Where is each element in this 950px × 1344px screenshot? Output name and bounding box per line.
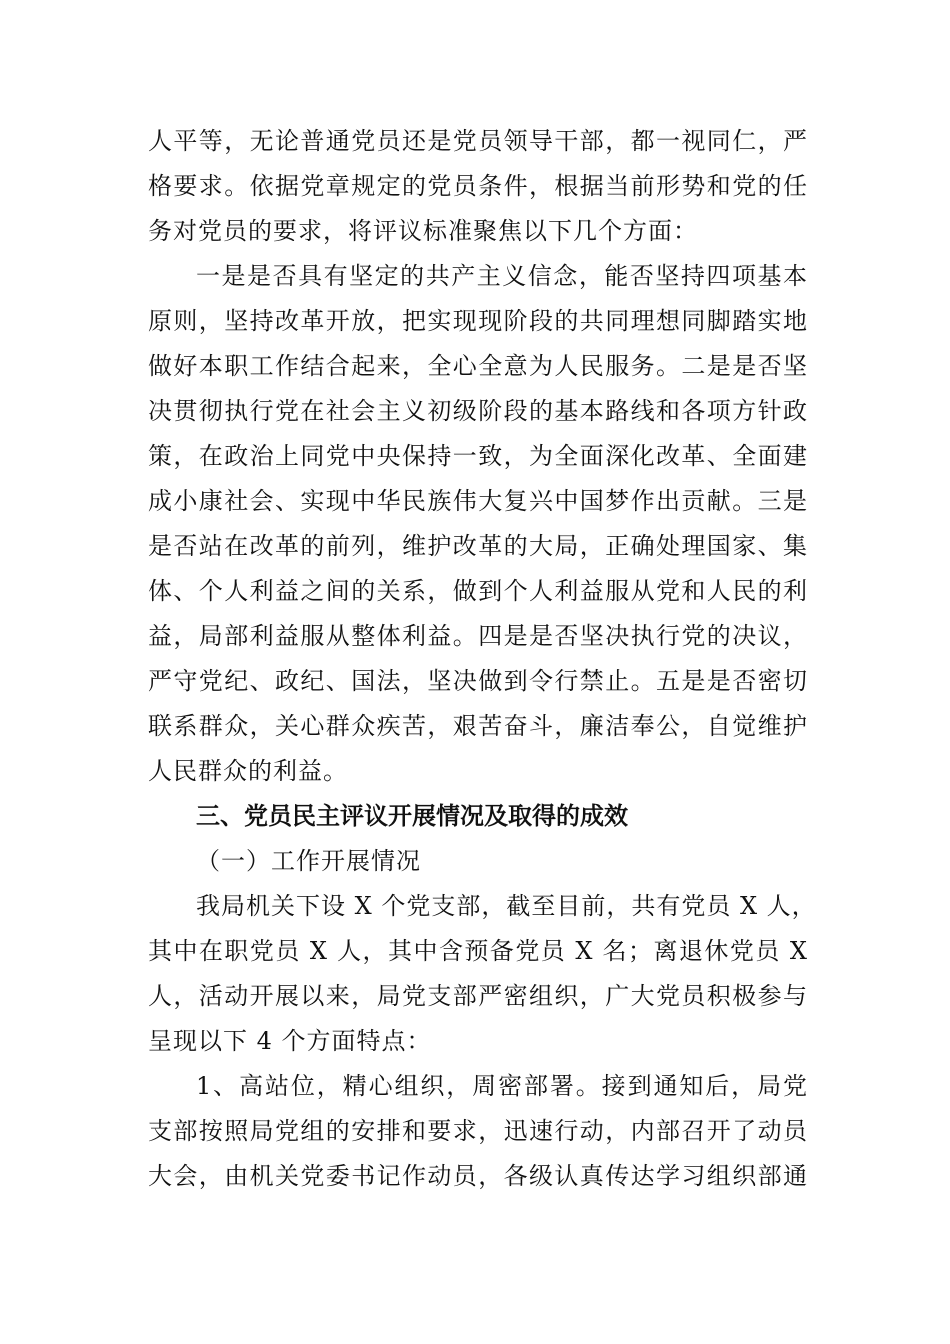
text-line: 成小康社会、实现中华民族伟大复兴中国梦作出贡献。三是 <box>148 487 808 515</box>
text-line: 原则，坚持改革开放，把实现现阶段的共同理想同脚踏实地 <box>148 307 808 335</box>
text-line: 人平等，无论普通党员还是党员领导干部，都一视同仁，严 <box>148 127 808 155</box>
text-line: 格要求。依据党章规定的党员条件，根据当前形势和党的任 <box>148 172 808 200</box>
text-line: 做好本职工作结合起来，全心全意为人民服务。二是是否坚 <box>148 352 808 380</box>
text-line: 益，局部利益服从整体利益。四是是否坚决执行党的决议， <box>148 622 808 650</box>
text-line: 体、个人利益之间的关系，做到个人利益服从党和人民的利 <box>148 577 808 605</box>
text-line: 大会，由机关党委书记作动员，各级认真传达学习组织部通 <box>148 1162 808 1190</box>
text-line: 联系群众，关心群众疾苦，艰苦奋斗，廉洁奉公，自觉维护 <box>148 712 808 740</box>
text-line: 一是是否具有坚定的共产主义信念，能否坚持四项基本 <box>196 262 808 290</box>
text-line: 其中在职党员 X 人，其中含预备党员 X 名；离退休党员 X <box>148 937 808 965</box>
subsection-heading: （一）工作开展情况 <box>196 847 421 875</box>
text-line: 决贯彻执行党在社会主义初级阶段的基本路线和各项方针政 <box>148 397 808 425</box>
text-line: 是否站在改革的前列，维护改革的大局，正确处理国家、集 <box>148 532 808 560</box>
text-line: 我局机关下设 X 个党支部，截至目前，共有党员 X 人， <box>196 892 817 920</box>
text-line: 支部按照局党组的安排和要求，迅速行动，内部召开了动员 <box>148 1117 808 1145</box>
text-line: 务对党员的要求，将评议标准聚焦以下几个方面： <box>148 217 698 245</box>
text-line: 人，活动开展以来，局党支部严密组织，广大党员积极参与 <box>148 982 808 1010</box>
section-heading: 三、党员民主评议开展情况及取得的成效 <box>196 802 628 830</box>
text-line: 1、高站位，精心组织，周密部署。接到通知后，局党 <box>196 1072 808 1100</box>
text-line: 策，在政治上同党中央保持一致，为全面深化改革、全面建 <box>148 442 808 470</box>
text-line: 人民群众的利益。 <box>148 757 348 785</box>
text-line: 严守党纪、政纪、国法，坚决做到令行禁止。五是是否密切 <box>148 667 808 695</box>
text-line: 呈现以下 4 个方面特点： <box>148 1027 432 1055</box>
